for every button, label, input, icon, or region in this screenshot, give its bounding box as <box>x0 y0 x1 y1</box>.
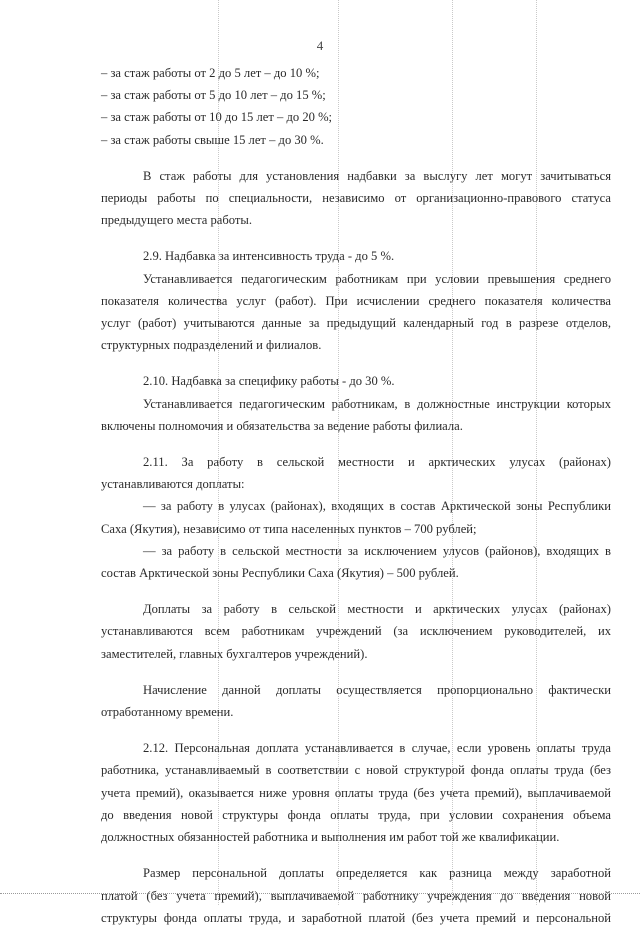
text-line: структурных подразделений и филиалов. <box>101 338 322 353</box>
text-line: работника, устанавливаемый в соответствии с новой структурой фонда оплаты труда (без <box>101 763 611 778</box>
text-line: – за стаж работы свыше 15 лет – до 30 %. <box>101 132 324 147</box>
text-line: до введения новой структуры фонда оплаты труда, при условии сохранения объема <box>101 807 611 822</box>
text-line: Начисление данной доплаты осуществляется пропорционально фактически <box>143 682 611 697</box>
text-line: отработанному времени. <box>101 705 234 720</box>
text-line: услуг (работ) учитываются данные за предыдущий календарный год в разрезе отделов, <box>101 316 611 331</box>
text-line: 2.10. Надбавка за специфику работы - до 30 %. <box>143 374 395 389</box>
text-line: — за работу в улусах (районах), входящих в состав Арктической зоны Республики <box>143 499 611 514</box>
text-line: Размер персональной доплаты определяется как разница между заработной <box>143 866 611 881</box>
paragraph-gap <box>101 848 611 862</box>
text-line: устанавливаются доплаты: <box>101 477 245 492</box>
text-line: включены полномочия и обязательства за ведение работы филиала. <box>101 418 463 433</box>
text-line: учета премий), оказывается ниже уровня оплаты труда (без учета премий), выплачиваемой <box>101 785 611 800</box>
text-line: – за стаж работы от 10 до 15 лет – до 20 %; <box>101 110 333 125</box>
paragraph-gap <box>101 231 611 245</box>
text-line: Саха (Якутия), независимо от типа населенных пунктов – 700 рублей; <box>101 521 477 536</box>
text-line: состав Арктической зоны Республики Саха (Якутия) – 500 рублей. <box>101 566 459 581</box>
text-line: заместителей, главных бухгалтеров учреждений). <box>101 646 368 661</box>
document-body <box>101 62 611 929</box>
text-line: – за стаж работы от 5 до 10 лет – до 15 %; <box>101 88 326 103</box>
scan-bottom-edge <box>0 893 640 894</box>
paragraph-gap <box>101 723 611 737</box>
page-number: 4 <box>316 38 324 53</box>
paragraph-gap <box>101 584 611 598</box>
paragraph-gap <box>101 151 611 165</box>
paragraph-gap <box>101 437 611 451</box>
text-line: устанавливаются всем работникам учреждений (за исключением руководителей, их <box>101 624 611 639</box>
text-line: предыдущего места работы. <box>101 213 253 228</box>
text-line: – за стаж работы от 2 до 5 лет – до 10 %; <box>101 66 320 80</box>
text-line: Доплаты за работу в сельской местности и арктических улусах (районах) <box>143 602 611 617</box>
text-line: — за работу в сельской местности за исключением улусов (районов), входящих в <box>143 543 611 558</box>
text-line: должностных обязанностей работника и выполнения им работ той же квалификации. <box>101 830 560 845</box>
paragraph-gap <box>101 356 611 370</box>
text-line: Устанавливается педагогическим работникам при условии превышения среднего <box>143 271 611 286</box>
text-line: структуры фонда оплаты труда, и заработной платой (без учета премий и персональной <box>101 910 611 925</box>
text-line: 2.12. Персональная доплата устанавливается в случае, если уровень оплаты труда <box>143 741 611 756</box>
text-line: В стаж работы для установления надбавки за выслугу лет могут зачитываться <box>143 168 611 183</box>
text-line: периоды работы по специальности, независимо от организационно-правового статуса <box>101 191 611 206</box>
text-line: 2.11. За работу в сельской местности и арктических улусах (районах) <box>143 455 611 470</box>
text-line: платой (без учета премий), выплачиваемой работнику учреждения до введения новой <box>101 888 611 903</box>
text-line: 2.9. Надбавка за интенсивность труда - до 5 %. <box>143 249 395 264</box>
text-line: показателя количества услуг (работ). При исчислении среднего показателя количества <box>101 293 611 308</box>
paragraph-gap <box>101 665 611 679</box>
text-line: Устанавливается педагогическим работникам, в должностные инструкции которых <box>143 396 611 411</box>
